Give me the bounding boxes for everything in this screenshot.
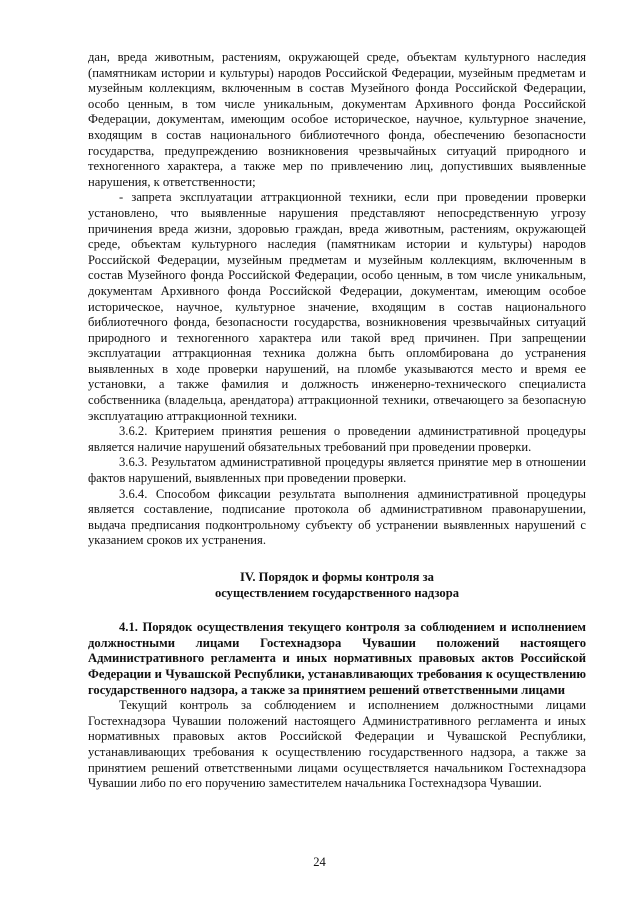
paragraph-4-1-text: Текущий контроль за соблюдением и исполнением должностными лицами Гостехнадзора Чувашии положений настоящего Административного регламента и иных нормативных правовых актов Российской Федерации и Чувашской Республики, устанавливающих требования к осуществлению государственного надзора, а также за принятием решений ответственными лицами осуществляется начальником Гостехнадзора Чувашии либо по его поручению заместителем начальника Гостехнадзора Чувашии. <box>88 698 586 791</box>
paragraph-3-6-2: 3.6.2. Критерием принятия решения о проведении административной процедуры является наличие нарушений обязательных требований при проведении проверки. <box>88 424 586 454</box>
paragraph-continuation: дан, вреда животным, растениям, окружающей среде, объектам культурного наследия (памятникам истории и культуры) народов Российской Федерации, музейным предметам и музейным коллекциям, включенным в состав Музейного фонда Российской Федерации, особо ценным, в том числе уникальным, документам Архивного фонда Российской Федерации, документам, имеющим особое историческое, научное, культурное значение, входящим в состав национального библиотечного фонда, обеспечению безопасности государства, предупреждению возникновения чрезвычайных ситуаций природного и техногенного характера, а также мер по привлечению лиц, допустивших выявленные нарушения, к ответственности; <box>88 50 586 189</box>
paragraph-3-6-4: 3.6.4. Способом фиксации результата выполнения административной процедуры является составление, подписание протокола об административном правонарушении, выдача предписания подконтрольному субъекту об устранении выявленных нарушений с указанием сроков их устранения. <box>88 486 586 548</box>
subsection-heading-4-1: 4.1. Порядок осуществления текущего контроля за соблюдением и исполнением должностными лицами Гостехнадзора Чувашии положений настоящего Административного регламента и иных нормативных правовых актов Российской Федерации и Чувашской Республики, устанавливающих требования к осуществлению государственного надзора, а также за принятием решений ответственными лицами <box>88 620 586 697</box>
page-number: 24 <box>313 855 326 869</box>
paragraph-prohibition-bullet: - запрета эксплуатации аттракционной техники, если при проведении проверки установлено, что выявленные нарушения представляют непосредственную угрозу причинения вреда жизни, здоровью граждан, вреда животным, растениям, окружающей среде, объектам культурного наследия (памятникам истории и культуры) народов Российской Федерации, музейным предметам и музейным коллекциям, включенным в состав Музейного фонда Российской Федерации, особо ценным, в том числе уникальным, документам Архивного фонда Российской Федерации, документам, имеющим особое историческое, научное, культурное значение, входящим в состав национального библиотечного фонда, безопасности государства, возникновения чрезвычайных ситуаций природного и техногенного характера или такой вред причинен. При запрещении эксплуатации аттракционная техника должна быть опломбирована до устранения выявленных в ходе проверки нарушений, на пломбе указываются место и время ее установки, а также фамилия и должность инженерно-технического специалиста собственника (владельца, арендатора) аттракционной техники, отвечающего за безопасную эксплуатацию аттракционной техники. <box>88 190 586 423</box>
paragraph-3-6-3: 3.6.3. Результатом административной процедуры является принятие мер в отношении фактов нарушений, выявленных при проведении проверки. <box>88 455 586 486</box>
section-heading-iv <box>88 570 586 601</box>
section-heading-line-2: осуществлением государственного надзора <box>214 585 460 600</box>
page-body <box>88 50 586 792</box>
section-heading-line-1: IV. Порядок и формы контроля за <box>240 570 434 584</box>
